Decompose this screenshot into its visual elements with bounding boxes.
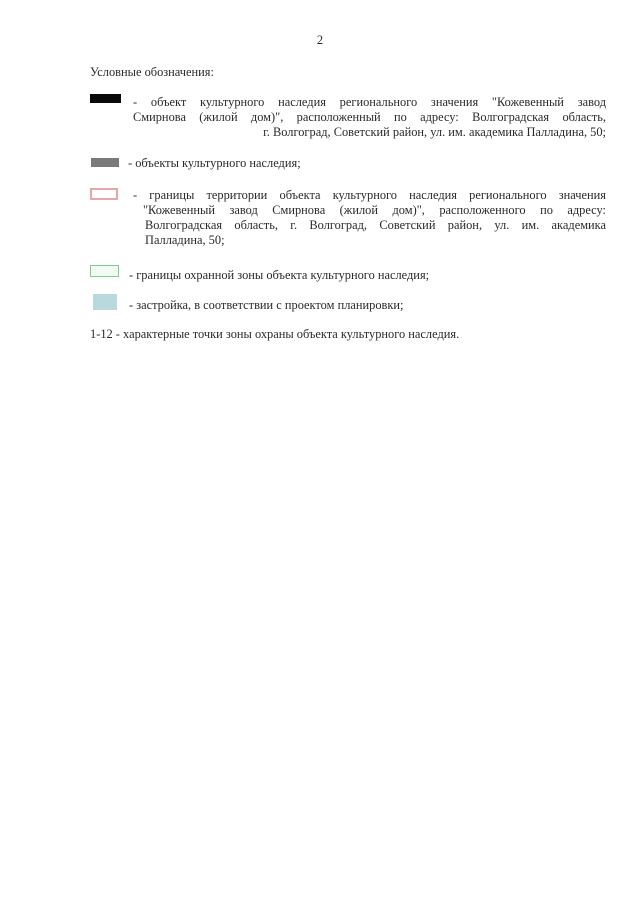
legend-entry-line: "Кожевенный завод Смирнова (жилой дом)", расположенного по адресу: (143, 203, 606, 217)
legend-footnote (90, 327, 610, 342)
legend-entry-planned-development (129, 298, 549, 313)
legend-swatch-planned-development (93, 294, 117, 310)
legend-footnote-text: 1-12 - характерные точки зоны охраны объекта культурного наследия. (90, 327, 460, 341)
legend-swatch-heritage-objects (91, 158, 119, 167)
legend-entry-heritage-objects (128, 156, 528, 171)
legend-swatch-protection-zone-boundary (90, 265, 119, 277)
legend-entry-line: - застройка, в соответствии с проектом планировки; (129, 298, 404, 312)
legend-heading: Условные обозначения: (90, 65, 214, 79)
legend-entry-protection-zone-boundary (129, 268, 549, 283)
legend-entry-line: - объекты культурного наследия; (128, 156, 301, 170)
legend-entry-line: - границы территории объекта культурного наследия регионального значения (133, 188, 606, 202)
legend-entry-line: г. Волгоград, Советский район, ул. им. академика Палладина, 50; (263, 125, 606, 139)
page-number: 2 (316, 33, 324, 47)
legend-entry-regional-heritage-object (133, 95, 606, 140)
legend-entry-line: Смирнова (жилой дом)", расположенный по адресу: Волгоградская область, (133, 110, 606, 124)
legend-entry-line: - объект культурного наследия регионального значения "Кожевенный завод (133, 95, 606, 109)
legend-swatch-territory-boundary (90, 188, 118, 200)
legend-entry-line: Палладина, 50; (145, 233, 225, 247)
legend-entry-territory-boundary (133, 188, 606, 248)
legend-entry-line: Волгоградская область, г. Волгоград, Советский район, ул. им. академика (145, 218, 606, 232)
legend-swatch-regional-heritage-object (90, 94, 121, 103)
legend-entry-line: - границы охранной зоны объекта культурного наследия; (129, 268, 430, 282)
